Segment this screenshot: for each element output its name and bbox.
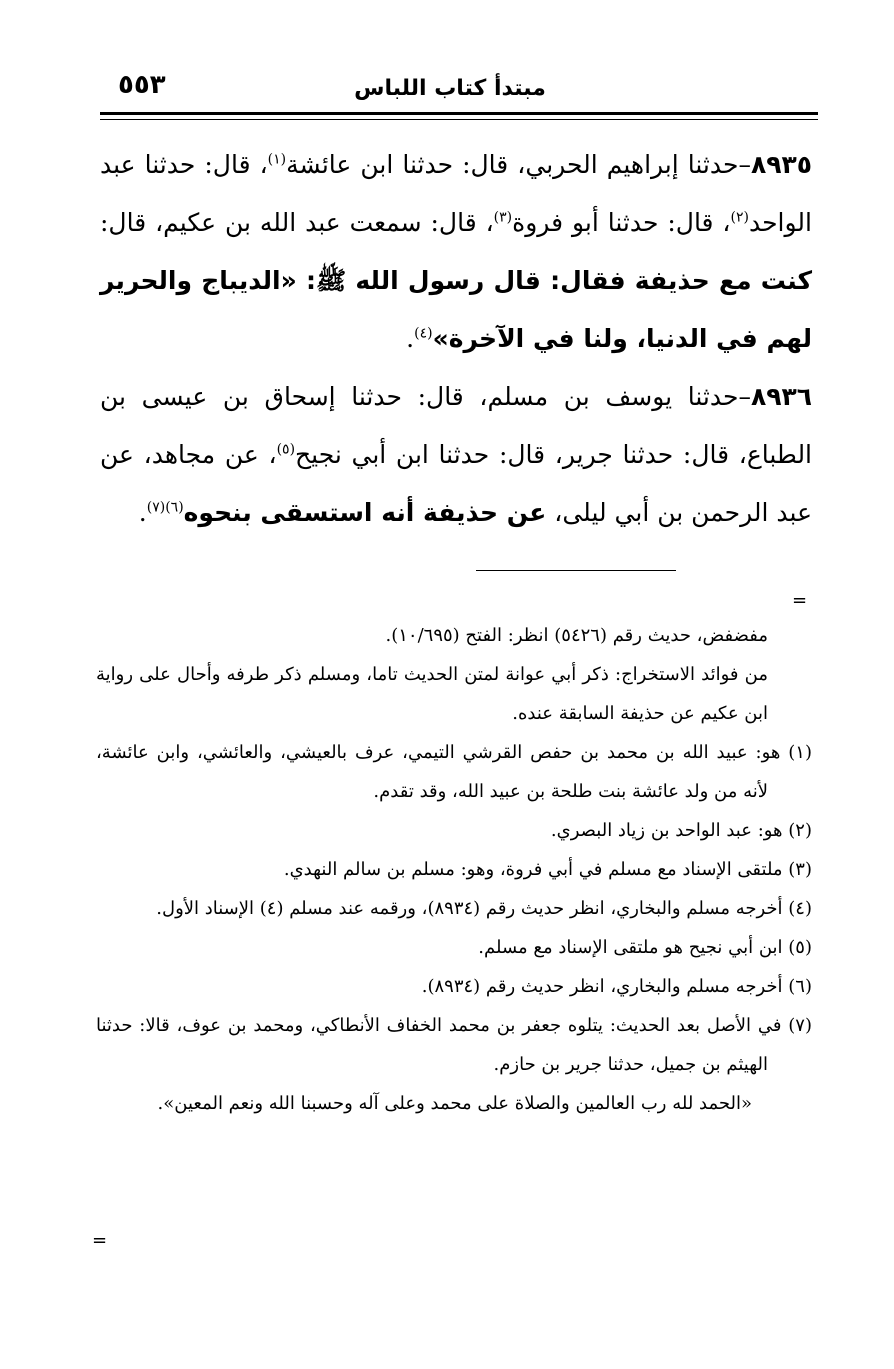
running-header-title: مبتدأ كتاب اللباس [354,76,546,101]
hadith-8935 [100,136,812,368]
hadith-text: –حدثنا يوسف بن مسلم، قال: حدثنا إسحاق بن عيسى بن الطباع، قال: حدثنا جرير، قال: حدثنا ابن أبي نجيح [100,382,813,469]
hadith-number: ٨٩٣٥ [750,150,813,179]
header-rule-thin [100,119,818,120]
footnote-continuation: مفضفض، حديث رقم (٥٤٢٦) انظر: الفتح (١٠/٦٩٥). [385,625,768,646]
hadith-text: ، قال: سمعت عبد الله بن عكيم، قال: [100,208,494,237]
footnote-ref: (٢) [730,209,749,226]
header-rule-thick [100,112,818,115]
footnote-ref: (١) [267,151,287,168]
footnote-2: (٢) هو: عبد الواحد بن زياد البصري. [550,820,812,841]
footnote-ref: (٣) [493,209,513,226]
hadith-text: –حدثنا إبراهيم الحربي، قال: حدثنا ابن عائشة [286,150,751,179]
page-number: ٥٥٣ [118,70,166,100]
footnote-continuation: من فوائد الاستخراج: ذكر أبي عوانة لمتن الحديث تاما، ومسلم ذكر طرفه وأحال على رواية ابن عكيم عن حذيفة السابقة عنده. [96,664,768,724]
footnote-ref: (٦)(٧) [146,499,184,516]
hadith-8936 [100,368,812,542]
continuation-mark-bottom: = [92,1230,108,1251]
footnote-ref: (٤) [414,325,433,342]
hadith-matn-bold: كنت مع حذيفة فقال: قال رسول الله ﷺ: [296,266,812,295]
footnote-6: (٦) أخرجه مسلم والبخاري، انظر حديث رقم (٨٩٣٤). [421,976,812,997]
footnote-separator [476,570,676,571]
footnote-1: (١) هو: عبيد الله بن محمد بن حفص القرشي التيمي، عرف بالعيشي، والعائشي، وابن عائشة، لأنه من ولد عائشة بنت طلحة بن عبيد الله، وقد تقدم. [96,742,812,802]
footnote-5: (٥) ابن أبي نجيح هو ملتقى الإسناد مع مسلم. [478,937,812,958]
hadith-quote-bold: «الديباج والحرير لهم في الدنيا، ولنا في الآخرة» [100,266,812,353]
hadith-end: . [138,498,147,527]
footnote-7: (٧) في الأصل بعد الحديث: يتلوه جعفر بن محمد الخفاف الأنطاكي، ومحمد بن عوف، قالا: حدثنا الهيثم بن جميل، حدثنا جرير بن حازم. [96,1015,812,1075]
hadith-matn-bold: عن حذيفة أنه استسقى بنحوه [183,498,547,527]
continuation-mark-top: = [792,590,808,611]
hadith-end: . [406,324,415,353]
footnote-4: (٤) أخرجه مسلم والبخاري، انظر حديث رقم (٨٩٣٤)، ورقمه عند مسلم (٤) الإسناد الأول. [156,898,812,919]
footnote-ref: (٥) [276,441,296,458]
hadith-text: ، قال: حدثنا أبو فروة [512,208,731,237]
footnotes [96,616,812,1123]
main-text [100,136,812,542]
hadith-text: ، عن مجاهد، عن عبد الرحمن بن أبي ليلى، [100,440,812,527]
hadith-text: ، قال: حدثنا عبد الواحد [100,150,812,237]
footnote-3: (٣) ملتقى الإسناد مع مسلم في أبي فروة، وهو: مسلم بن سالم النهدي. [283,859,812,880]
closing-doxology: «الحمد لله رب العالمين والصلاة على محمد وعلى آله وحسبنا الله ونعم المعين». [157,1093,752,1114]
hadith-number: ٨٩٣٦ [750,382,812,411]
